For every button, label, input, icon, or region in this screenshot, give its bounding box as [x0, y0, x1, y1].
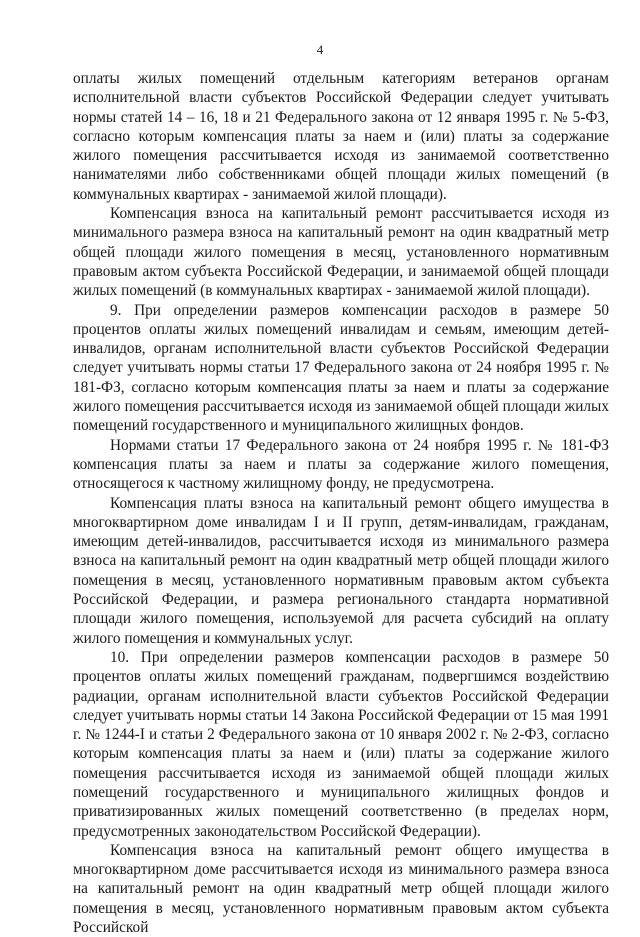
paragraph-continuation: оплаты жилых помещений отдельным категориям ветеранов органам исполнительной власти субъектов Российской Федерации следует учитывать нормы статей 14 – 16, 18 и 21 Федерального закона от 12 января 1995 г. № 5-ФЗ, согласно которым компенсация платы за наем и (или) платы за содержание жилого помещения рассчитывается исходя из занимаемой соответственно нанимателями либо собственниками общей площади жилых помещений (в коммунальных квартирах - занимаемой жилой площади).	[73, 70, 609, 203]
paragraph-item-10: 10. При определении размеров компенсации расходов в размере 50 процентов оплаты жилых помещений гражданам, подвергшимся воздействию радиации, органам исполнительной власти субъектов Российской Федерации следует учитывать нормы статьи 14 Закона Российской Федерации от 15 мая 1991 г. № 1244-I и статьи 2 Федерального закона от 10 января 2002 г. № 2-ФЗ, согласно которым компенсация платы за наем и (или) платы за содержание жилого помещения рассчитывается исходя из занимаемой общей площади жилых помещений государственного и муниципального жилищных фондов и приватизированных жилых помещений соответственно (в пределах норм, предусмотренных законодательством Российской Федерации).	[73, 648, 609, 840]
paragraph-capital-repair-disabled: Компенсация платы взноса на капитальный ремонт общего имущества в многоквартирном доме инвалидам I и II групп, детям-инвалидам, гражданам, имеющим детей-инвалидов, рассчитывается исходя из минимального размера взноса на капитальный ремонт на один квадратный метр общей площади жилого помещения в месяц, установленного нормативным правовым актом субъекта Российской Федерации, и размера регионального стандарта нормативной площади жилого помещения, используемой для расчета субсидий на оплату жилого помещения и коммунальных услуг.	[73, 494, 609, 647]
paragraph-item-9: 9. При определении размеров компенсации расходов в размере 50 процентов оплаты жилых помещений инвалидам и семьям, имеющим детей-инвалидов, органам исполнительной власти субъектов Российской Федерации следует учитывать нормы статьи 17 Федерального закона от 24 ноября 1995 г. № 181-ФЗ, согласно которым компенсация платы за наем и платы за содержание жилого помещения рассчитывается исходя из занимаемой общей площади жилых помещений государственного и муниципального жилищных фондов.	[73, 301, 609, 435]
document-body	[73, 69, 609, 937]
paragraph-capital-repair-veterans: Компенсация взноса на капитальный ремонт рассчитывается исходя из минимального размера взноса на капитальный ремонт на один квадратный метр общей площади жилого помещения в месяц, установленного нормативным правовым актом субъекта Российской Федерации, и занимаемой общей площади жилых помещений (в коммунальных квартирах - занимаемой жилой площади).	[73, 205, 609, 300]
paragraph-capital-repair-radiation: Компенсация взноса на капитальный ремонт общего имущества в многоквартирном доме рассчитывается исходя из минимального размера взноса на капитальный ремонт на один квадратный метр общей площади жилого помещения в месяц, установленного нормативным правовым актом субъекта Российской	[73, 841, 609, 937]
paragraph-private-fund-note: Нормами статьи 17 Федерального закона от 24 ноября 1995 г. № 181-ФЗ компенсация платы за наем и платы за содержание жилого помещения, относящегося к частному жилищному фонду, не предусмотрена.	[73, 436, 609, 493]
page-number: 4	[316, 42, 324, 57]
